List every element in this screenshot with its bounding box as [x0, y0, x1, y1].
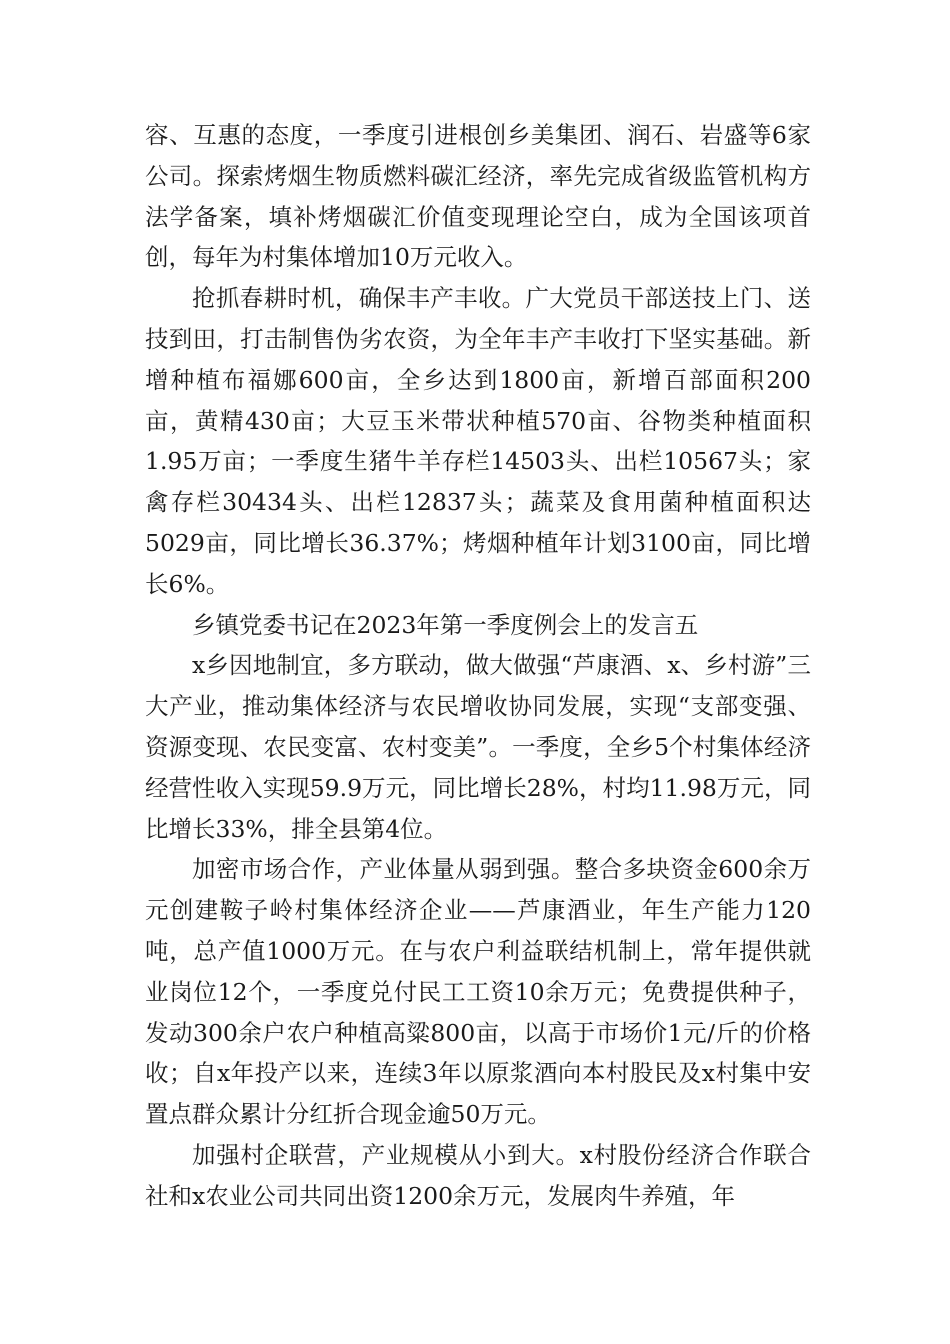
document-body	[145, 115, 811, 1217]
section-heading: 乡镇党委书记在2023年第一季度例会上的发言五	[192, 610, 699, 639]
paragraph-4: 加密市场合作，产业体量从弱到强。整合多块资金600余万元创建鞍子岭村集体经济企业——芦康酒业，年生产能力120吨，总产值1000万元。在与农户利益联结机制上，常年提供就业岗位12个，一季度兑付民工工资10余万元；免费提供种子，发动300余户农户种植高粱800亩，以高于市场价1元/斤的价格收；自x年投产以来，连续3年以原浆酒向本村股民及x村集中安置点群众累计分红折合现金逾50万元。	[145, 855, 811, 1129]
paragraph-1: 容、互惠的态度，一季度引进根创乡美集团、润石、岩盛等6家公司。探索烤烟生物质燃料碳汇经济，率先完成省级监管机构方法学备案，填补烤烟碳汇价值变现理论空白，成为全国该项首创，每年为村集体增加10万元收入。	[145, 121, 811, 272]
paragraph-5: 加强村企联营，产业规模从小到大。x村股份经济合作联合社和x农业公司共同出资1200余万元，发展肉牛养殖，年	[145, 1140, 811, 1210]
paragraph-2: 抢抓春耕时机，确保丰产丰收。广大党员干部送技上门、送技到田，打击制售伪劣农资，为全年丰产丰收打下坚实基础。新增种植布福娜600亩，全乡达到1800亩，新增百部面积200亩，黄精430亩；大豆玉米带状种植570亩、谷物类种植面积1.95万亩；一季度生猪牛羊存栏14503头、出栏10567头；家禽存栏30434头、出栏12837头；蔬菜及食用菌种植面积达5029亩，同比增长36.37%；烤烟种植年计划3100亩，同比增长6%。	[145, 284, 811, 598]
paragraph-3: x乡因地制宜，多方联动，做大做强“芦康酒、x、乡村游”三大产业，推动集体经济与农民增收协同发展，实现“支部变强、资源变现、农民变富、农村变美”。一季度，全乡5个村集体经济经营性收入实现59.9万元，同比增长28%，村均11.98万元，同比增长33%，排全县第4位。	[145, 651, 811, 843]
